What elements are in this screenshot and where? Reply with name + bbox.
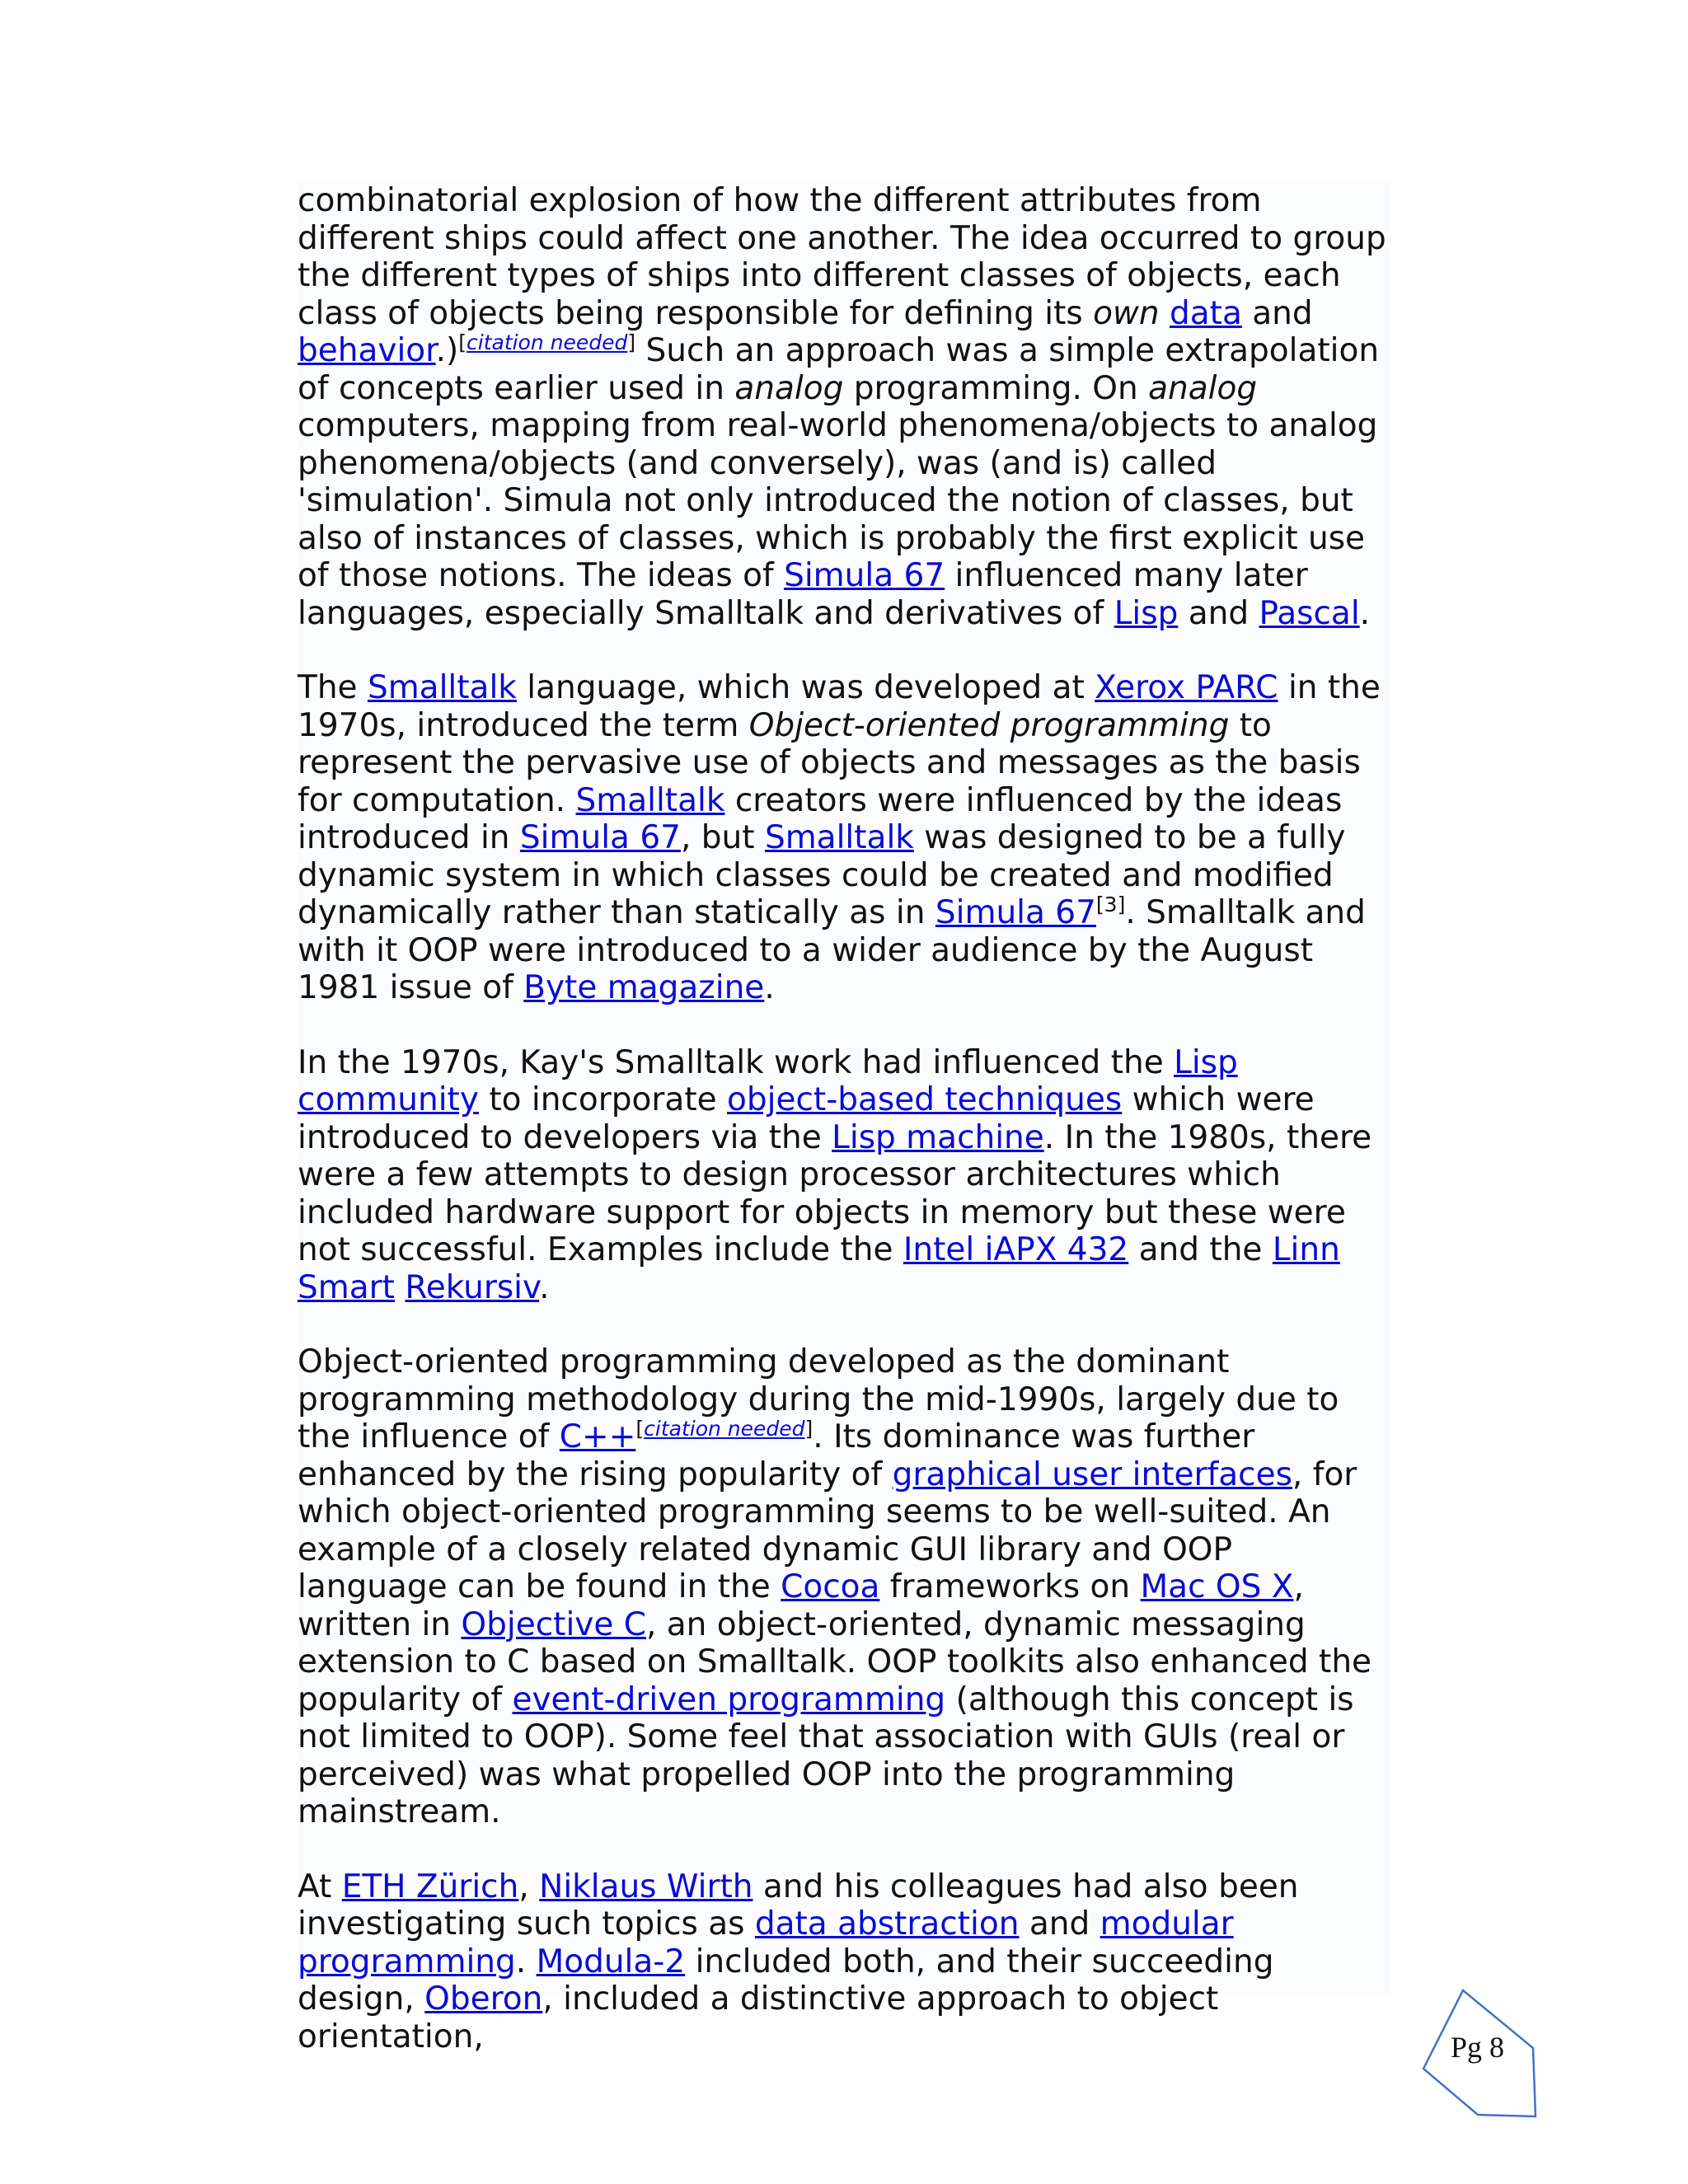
inline-link[interactable]: data abstraction	[754, 1905, 1020, 1943]
text-run: Object-oriented programming developed as the dominant programming methodology during the mid-1990s, largely due to the influence of	[298, 1343, 1339, 1455]
inline-link[interactable]: Cocoa	[781, 1568, 880, 1605]
text-run: programming. On	[843, 369, 1149, 407]
article-text-block	[298, 182, 1390, 2055]
emphasized-text: analog	[1148, 369, 1258, 407]
text-run: to represent the pervasive use of objects and messages as the basis for computation.	[298, 706, 1361, 819]
inline-link[interactable]: Rekursiv	[405, 1268, 540, 1306]
paragraph-smalltalk	[298, 669, 1390, 1007]
inline-link[interactable]: modular programming	[298, 1905, 1234, 1980]
text-run: and the	[1128, 1231, 1273, 1268]
text-run: (although this concept is not limited to OOP). Some feel that association with GUIs (real or perceived) was what propelled OOP into the programming mainstream.	[298, 1680, 1354, 1830]
text-run: included both, and their succeeding design,	[298, 1943, 1274, 2018]
text-run: which were introduced to developers via the	[298, 1081, 1315, 1156]
citation-bracket: [	[635, 1417, 645, 1441]
inline-link[interactable]: Simula 67	[784, 557, 945, 594]
text-run: .	[539, 1268, 550, 1306]
text-run: .	[764, 969, 775, 1006]
text-run: , written in	[298, 1568, 1304, 1643]
inline-link[interactable]: behavior	[298, 332, 436, 369]
inline-link[interactable]: Smalltalk	[575, 781, 725, 819]
inline-link[interactable]: Oberon	[424, 1980, 543, 2018]
inline-link[interactable]: data	[1170, 294, 1242, 332]
text-run: and his colleagues had also been investigating such topics as	[298, 1868, 1299, 1943]
text-run: . Smalltalk and with it OOP were introduced to a wider audience by the August 1981 issue of	[298, 894, 1366, 1006]
text-run: to incorporate	[478, 1081, 728, 1118]
text-run: , included a distinctive approach to object orientation,	[298, 1980, 1219, 2055]
text-run: computers, mapping from real-world phenomena/objects to analog phenomena/objects (and conversely), was (and is) called 'simulation'. Simula not only introduced the notion of classes, but also of instances of classes, which is probably the first explicit use of those notions. The ideas of	[298, 407, 1378, 594]
citation-bracket: ]	[804, 1417, 814, 1441]
text-run: and	[1241, 294, 1313, 332]
text-run: ,	[518, 1868, 540, 1905]
inline-link[interactable]: Intel iAPX 432	[903, 1231, 1129, 1268]
text-run: At	[298, 1868, 342, 1905]
text-run: combinatorial explosion of how the different attributes from different ships could affect one another. The idea occurred to group the different types of ships into different classes of objects, each class of objects being responsible for defining its	[298, 182, 1386, 332]
text-run: and	[1178, 594, 1259, 632]
inline-link[interactable]: Pascal	[1259, 594, 1360, 632]
inline-link[interactable]: Linn Smart	[298, 1231, 1340, 1306]
text-run: Such an approach was a simple extrapolation of concepts earlier used in	[298, 332, 1380, 407]
footnote-reference	[635, 1417, 813, 1441]
text-run	[395, 1269, 405, 1306]
footnote-reference	[1096, 893, 1125, 916]
citation-bracket: [3]	[1095, 893, 1126, 916]
inline-link[interactable]: event-driven programming	[512, 1680, 946, 1718]
text-run: . In the 1980s, there were a few attempts to design processor architectures which included hardware support for objects in memory but these were not successful. Examples include the	[298, 1118, 1372, 1268]
emphasized-text: Object-oriented programming	[748, 706, 1230, 744]
text-run	[1160, 295, 1170, 332]
inline-link[interactable]: object-based techniques	[727, 1081, 1123, 1118]
inline-link[interactable]: Modula-2	[536, 1943, 686, 1980]
footnote-reference	[458, 330, 635, 354]
inline-link[interactable]: Simula 67	[935, 894, 1096, 931]
inline-link[interactable]: Smalltalk	[367, 669, 517, 706]
citation-needed-link[interactable]: citation needed	[644, 1417, 805, 1441]
inline-link[interactable]: Lisp community	[298, 1043, 1238, 1118]
text-run: , but	[680, 819, 765, 856]
inline-link[interactable]: Mac OS X	[1140, 1568, 1294, 1605]
paragraph-dominance	[298, 1343, 1390, 1831]
citation-needed-link[interactable]: citation needed	[467, 330, 628, 354]
text-run: , for which object-oriented programming seems to be well-suited. An example of a closely related dynamic GUI library and OOP language can be found in the	[298, 1455, 1357, 1605]
text-run: and	[1019, 1905, 1100, 1943]
text-run: In the 1970s, Kay's Smalltalk work had influenced the	[298, 1043, 1175, 1081]
text-run: .	[515, 1943, 537, 1980]
text-run: creators were influenced by the ideas introduced in	[298, 781, 1343, 856]
text-run: in the 1970s, introduced the term	[298, 669, 1381, 744]
page-number-label: Pg 8	[1451, 2031, 1505, 2064]
text-run: .	[1359, 594, 1371, 632]
text-run: was designed to be a fully dynamic system in which classes could be created and modified dynamically rather than statically as in	[298, 819, 1346, 931]
emphasized-text: own	[1093, 294, 1160, 332]
text-run: , an object-oriented, dynamic messaging extension to C based on Smalltalk. OOP toolkits also enhanced the popularity of	[298, 1605, 1372, 1718]
text-run: . Its dominance was further enhanced by the rising popularity of	[298, 1418, 1255, 1493]
citation-bracket: ]	[627, 330, 636, 354]
text-run: frameworks on	[879, 1568, 1141, 1605]
inline-link[interactable]: Niklaus Wirth	[539, 1868, 753, 1905]
text-run: influenced many later languages, especially Smalltalk and derivatives of	[298, 557, 1308, 632]
inline-link[interactable]: graphical user interfaces	[892, 1455, 1292, 1493]
inline-link[interactable]: Byte magazine	[523, 969, 765, 1006]
text-run: .)	[435, 332, 459, 369]
inline-link[interactable]: Simula 67	[519, 819, 681, 856]
paragraph-simula-classes	[298, 182, 1390, 632]
paragraph-eth-zurich	[298, 1868, 1390, 2056]
text-run: language, which was developed at	[516, 669, 1095, 706]
inline-link[interactable]: Lisp machine	[832, 1118, 1044, 1156]
text-run: The	[298, 669, 368, 706]
paragraph-lisp-hardware	[298, 1044, 1390, 1307]
inline-link[interactable]: ETH Zürich	[341, 1868, 519, 1905]
emphasized-text: analog	[734, 369, 844, 407]
inline-link[interactable]: C++	[559, 1418, 636, 1455]
inline-link[interactable]: Lisp	[1114, 594, 1179, 632]
inline-link[interactable]: Xerox PARC	[1095, 669, 1278, 706]
citation-bracket: [	[458, 330, 467, 354]
inline-link[interactable]: Objective C	[461, 1605, 646, 1643]
inline-link[interactable]: Smalltalk	[764, 819, 914, 856]
